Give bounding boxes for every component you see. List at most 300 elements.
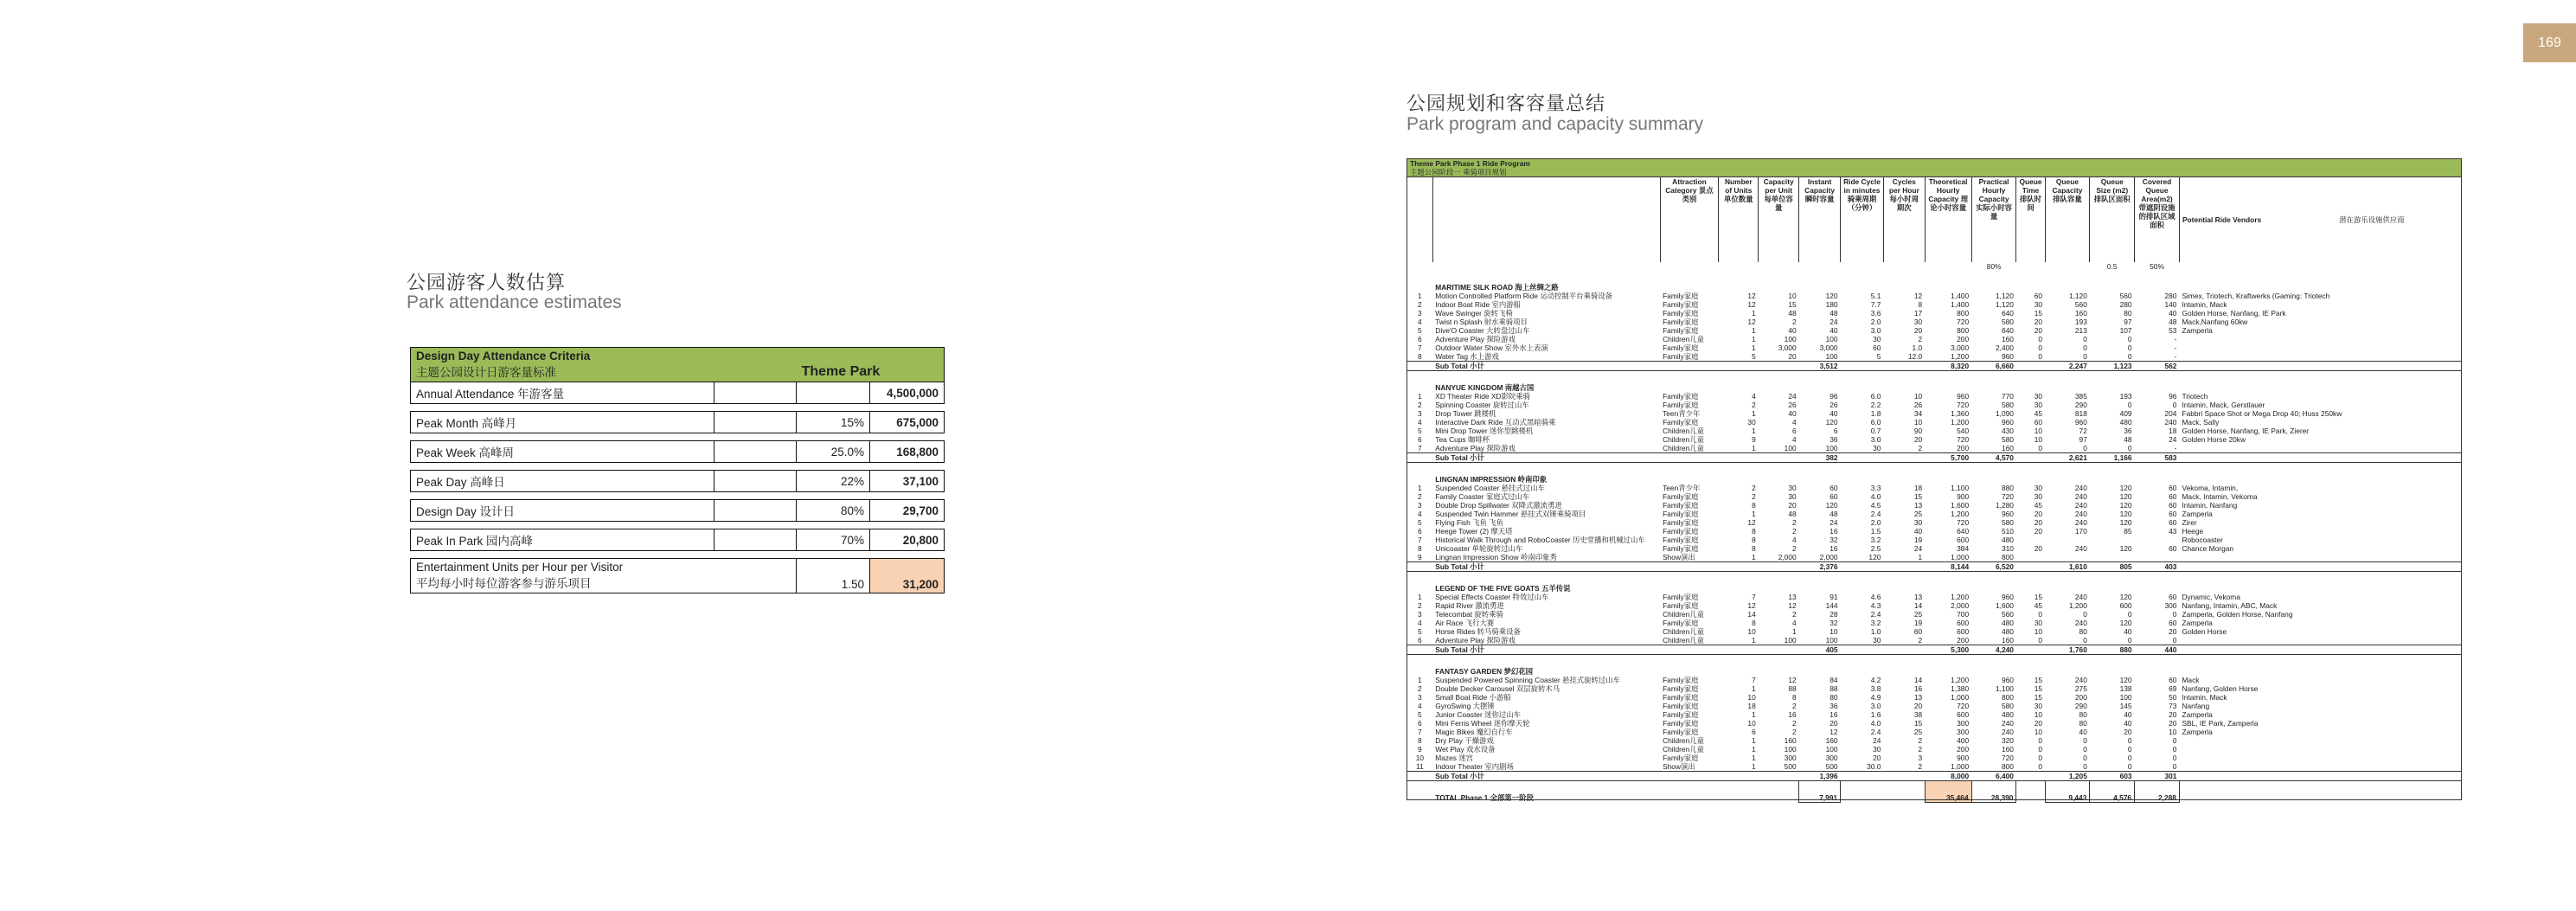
- total-prac: 28,390: [1971, 781, 2016, 803]
- ride-cell: 1: [1752, 510, 1756, 518]
- ride-cell: 16: [1788, 710, 1797, 719]
- ride-cell: 85: [2124, 527, 2132, 536]
- ride-row: [1407, 518, 2462, 527]
- ride-cell: 20: [1873, 754, 1881, 762]
- ride-cell: 10: [2034, 710, 2043, 719]
- ride-cell: Simex, Triotech, Kraftwerks (Gaming: Triotech: [2182, 292, 2330, 300]
- ride-cell: Zamperla, Golden Horse, Nanfang: [2182, 610, 2293, 619]
- attendance-row: [411, 500, 945, 522]
- subtotal-covered: 403: [2135, 562, 2180, 572]
- ride-cell: 120: [1868, 553, 1881, 561]
- ride-cell: [2179, 736, 2461, 745]
- ride-cell: 43: [2169, 527, 2177, 536]
- ride-cell: 100: [1825, 444, 1838, 452]
- ride-cell: 5.1: [1870, 292, 1881, 300]
- ride-cell: Family家庭: [1663, 754, 1699, 762]
- ride-cell: 45: [2034, 501, 2043, 510]
- ride-row: [1407, 553, 2462, 562]
- ride-cell: 240: [2074, 510, 2087, 518]
- ride-cell: 90: [1913, 427, 1923, 435]
- capacity-title-cn: 公园规划和客容量总结: [1407, 93, 1606, 114]
- subtotal-empty: [2016, 772, 2045, 781]
- ride-cell: 240: [2074, 501, 2087, 510]
- ride-row: [1407, 427, 2462, 435]
- ride-cell: 560: [2001, 610, 2014, 619]
- ride-cell: 36: [1829, 435, 1838, 444]
- ride-cell: 40: [2124, 719, 2132, 728]
- ride-cell: 4: [1418, 619, 1422, 627]
- subtotal-qcap: 1,760: [2045, 645, 2090, 655]
- ride-cell: Family家庭: [1663, 536, 1699, 544]
- queue-size-factor: 0.5: [2106, 262, 2118, 271]
- ride-cell: 818: [2074, 409, 2087, 418]
- ride-cell: Children儿童: [1663, 335, 1705, 343]
- subtotal-instant: 2,376: [1799, 562, 1841, 572]
- ride-cell: 2: [1918, 762, 1923, 771]
- ride-cell: Flying Fish 飞鱼 飞鱼: [1435, 518, 1503, 527]
- ride-cell: 2.4: [1870, 728, 1881, 736]
- ride-cell: Family家庭: [1663, 693, 1699, 702]
- ride-cell: Family家庭: [1663, 518, 1699, 527]
- ride-cell: 240: [2074, 676, 2087, 684]
- attendance-table: [410, 347, 945, 593]
- ride-cell: 720: [1957, 518, 1970, 527]
- ride-cell: 1,200: [1951, 418, 1970, 427]
- ride-cell: 100: [1784, 444, 1797, 452]
- ride-cell: 7: [1418, 444, 1422, 452]
- ride-cell: 24: [1829, 318, 1838, 326]
- ride-cell: Mack, Sally: [2182, 418, 2220, 427]
- attendance-spacer: [714, 500, 797, 522]
- subtotal-empty: [1407, 453, 1433, 463]
- ride-cell: 240: [2164, 418, 2177, 427]
- ride-cell: 40: [2124, 710, 2132, 719]
- subtotal-empty: [1407, 562, 1433, 572]
- subtotal-qsize: 603: [2090, 772, 2135, 781]
- ride-cell: 2.0: [1870, 518, 1881, 527]
- total-empty: [2016, 781, 2045, 803]
- ride-cell: [2016, 553, 2045, 562]
- ride-cell: Magic Bikes 魔幻自行车: [1435, 728, 1513, 736]
- ride-cell: 40: [2079, 728, 2087, 736]
- ride-cell: 2,000: [1778, 553, 1797, 561]
- ride-cell: 96: [2169, 392, 2177, 401]
- ride-cell: 120: [2119, 619, 2132, 627]
- ride-cell: 8: [1752, 527, 1756, 536]
- ride-cell: 1: [1418, 676, 1422, 684]
- ride-cell: [2179, 444, 2461, 453]
- ride-cell: 2: [1918, 444, 1923, 452]
- ride-cell: 880: [2001, 484, 2014, 492]
- ride-cell: Horse Rides 转马骑乘设备: [1435, 627, 1521, 636]
- ride-cell: 13: [1913, 501, 1923, 510]
- ride-cell: 20: [2034, 510, 2043, 518]
- ride-cell: [2016, 536, 2045, 544]
- ride-cell: 20: [2034, 527, 2043, 536]
- percent-cell: [2045, 262, 2090, 271]
- ride-cell: 3: [1418, 501, 1422, 510]
- ride-cell: 36: [2124, 427, 2132, 435]
- ride-cell: 7: [1752, 593, 1756, 601]
- ride-cell: 6: [1791, 427, 1797, 435]
- ride-cell: 600: [1957, 619, 1970, 627]
- ride-row: [1407, 418, 2462, 427]
- ride-row: [1407, 484, 2462, 492]
- ride-cell: 4: [1418, 702, 1422, 710]
- ride-cell: 48: [2124, 435, 2132, 444]
- ride-cell: 5: [1752, 352, 1756, 361]
- attendance-title-en: Park attendance estimates: [407, 292, 622, 312]
- ride-cell: 120: [1825, 418, 1838, 427]
- ride-cell: 0: [2083, 762, 2087, 771]
- attendance-value: 20,800: [870, 529, 945, 551]
- ride-cell: [2179, 352, 2461, 362]
- ride-cell: 2: [1418, 684, 1422, 693]
- entertainment-label-en: Entertainment Units per Hour per Visitor: [416, 561, 624, 574]
- ride-cell: Indoor Boat Ride 室内游船: [1435, 300, 1521, 309]
- ride-cell: 3: [1418, 610, 1422, 619]
- ride-cell: 20: [2124, 728, 2132, 736]
- ride-cell: 160: [1825, 736, 1838, 745]
- subtotal-qsize: 1,166: [2090, 453, 2135, 463]
- ride-cell: 200: [1957, 335, 1970, 343]
- ride-cell: 2: [1752, 401, 1756, 409]
- ride-cell: 40: [1829, 326, 1838, 335]
- ride-cell: 0: [2127, 343, 2132, 352]
- subtotal-empty: [1407, 772, 1433, 781]
- ride-cell: 3.0: [1870, 435, 1881, 444]
- ride-cell: 0: [2172, 736, 2177, 745]
- ride-cell: 60: [2169, 593, 2177, 601]
- ride-cell: 1,200: [1951, 510, 1970, 518]
- ride-cell: 0: [2172, 401, 2177, 409]
- ride-cell: Family家庭: [1663, 684, 1699, 693]
- ride-cell: 100: [1825, 636, 1838, 645]
- ride-cell: 0: [2083, 352, 2087, 361]
- ride-cell: Family家庭: [1663, 527, 1699, 536]
- subtotal-qsize: 880: [2090, 645, 2135, 655]
- ride-cell: Golden Horse: [2182, 627, 2227, 636]
- ride-cell: 144: [1825, 601, 1838, 610]
- ride-cell: 107: [2119, 326, 2132, 335]
- ride-cell: 45: [2034, 601, 2043, 610]
- ride-cell: 15: [2034, 693, 2043, 702]
- ride-cell: Wave Swinger 旋转飞椅: [1435, 309, 1513, 318]
- ride-cell: Show演出: [1663, 762, 1695, 771]
- ride-row: [1407, 676, 2462, 684]
- ride-cell: 240: [2074, 619, 2087, 627]
- ride-cell: 4: [1418, 318, 1422, 326]
- ride-cell: 20: [2169, 627, 2177, 636]
- ride-cell: -: [2174, 343, 2177, 352]
- ride-cell: 1,090: [1996, 409, 2014, 418]
- ride-cell: Family家庭: [1663, 326, 1699, 335]
- ride-cell: 300: [1957, 719, 1970, 728]
- ride-cell: 160: [2074, 309, 2087, 318]
- attendance-row: [411, 441, 945, 463]
- ride-cell: 16: [1913, 684, 1923, 693]
- ride-cell: Children儿童: [1663, 627, 1705, 636]
- ride-cell: 1,360: [1951, 409, 1970, 418]
- ride-cell: 310: [2001, 544, 2014, 553]
- percent-cell: [1407, 262, 1433, 271]
- subtotal-row: [1407, 645, 2462, 655]
- ride-cell: Family家庭: [1663, 710, 1699, 719]
- ride-cell: 960: [2074, 418, 2087, 427]
- ride-row: [1407, 736, 2462, 745]
- ride-cell: 20: [2169, 710, 2177, 719]
- ride-cell: Family家庭: [1663, 501, 1699, 510]
- ride-row: [1407, 435, 2462, 444]
- subtotal-empty: [1660, 772, 1719, 781]
- ride-cell: 2: [1752, 484, 1756, 492]
- subtotal-covered: 583: [2135, 453, 2180, 463]
- section-spacer: [1407, 271, 1433, 292]
- ride-cell: Telecombat 旋转乘骑: [1435, 610, 1503, 619]
- ride-cell: 0: [2127, 745, 2132, 754]
- ride-cell: 19: [1913, 619, 1923, 627]
- ride-cell: 4: [1791, 536, 1797, 544]
- capacity-percent-row: [1407, 262, 2462, 271]
- ride-cell: Dry Play 干燥游戏: [1435, 736, 1494, 745]
- ride-cell: 2: [1418, 401, 1422, 409]
- ride-cell: Nanfang, Golden Horse: [2182, 684, 2259, 693]
- ride-cell: 60: [1829, 484, 1838, 492]
- ride-cell: 204: [2164, 409, 2177, 418]
- ride-row: [1407, 619, 2462, 627]
- ride-cell: 720: [1957, 435, 1970, 444]
- ride-cell: 60: [2034, 418, 2043, 427]
- ride-cell: Indoor Theater 室内剧场: [1435, 762, 1514, 771]
- ride-cell: Family家庭: [1663, 619, 1699, 627]
- ride-cell: 100: [2119, 693, 2132, 702]
- ride-cell: 0: [2083, 736, 2087, 745]
- ride-cell: 900: [1957, 492, 1970, 501]
- ride-cell: 1,200: [2068, 601, 2087, 610]
- header-name: [1432, 177, 1660, 263]
- ride-cell: 120: [2119, 593, 2132, 601]
- ride-cell: 32: [1829, 536, 1838, 544]
- ride-row: [1407, 300, 2462, 309]
- ride-cell: Intamin, Mack: [2182, 300, 2227, 309]
- ride-cell: SBL, IE Park, Zamperla: [2182, 719, 2259, 728]
- ride-cell: 3.2: [1870, 536, 1881, 544]
- total-empty: [1719, 781, 1759, 803]
- ride-cell: 16: [1829, 544, 1838, 553]
- ride-cell: 510: [2001, 527, 2014, 536]
- subtotal-empty: [1660, 453, 1719, 463]
- ride-cell: 240: [2074, 593, 2087, 601]
- ride-cell: 560: [2074, 300, 2087, 309]
- ride-cell: 8: [1418, 544, 1422, 553]
- ride-cell: 1,100: [1996, 684, 2014, 693]
- ride-cell: 26: [1913, 401, 1923, 409]
- attendance-label: Design Day 设计日: [411, 500, 714, 522]
- entertainment-label-cn: 平均每小时每位游客参与游乐项目: [416, 577, 592, 590]
- ride-cell: Spinning Coaster 旋转过山车: [1435, 401, 1529, 409]
- ride-cell: 7: [1418, 728, 1422, 736]
- ride-cell: Children儿童: [1663, 427, 1705, 435]
- ride-cell: 20: [1913, 702, 1923, 710]
- attendance-label: Peak In Park 园内高峰: [411, 529, 714, 551]
- ride-cell: 2: [1791, 702, 1797, 710]
- ride-cell: -: [2174, 352, 2177, 361]
- ride-row: [1407, 693, 2462, 702]
- ride-cell: 3: [1918, 754, 1923, 762]
- subtotal-empty: [2179, 772, 2461, 781]
- ride-cell: 0: [2172, 762, 2177, 771]
- ride-cell: Family家庭: [1663, 676, 1699, 684]
- ride-cell: Interactive Dark Ride 互动式黑暗骑乘: [1435, 418, 1556, 427]
- percent-cell: [1759, 262, 1799, 271]
- ride-cell: 960: [2001, 418, 2014, 427]
- subtotal-instant: 1,396: [1799, 772, 1841, 781]
- ride-cell: 10: [2034, 427, 2043, 435]
- column-header: Queue Size (m2) 排队区面积: [2090, 177, 2135, 263]
- ride-cell: 770: [2001, 392, 2014, 401]
- attendance-value: 675,000: [870, 412, 945, 433]
- ride-cell: 10: [1788, 292, 1797, 300]
- ride-cell: 0: [2127, 754, 2132, 762]
- ride-cell: 720: [1957, 401, 1970, 409]
- ride-cell: 10: [1747, 627, 1756, 636]
- ride-cell: 200: [1957, 745, 1970, 754]
- ride-cell: Dynamic, Vekoma: [2182, 593, 2240, 601]
- total-empty: [1759, 781, 1799, 803]
- ride-cell: 28: [1829, 610, 1838, 619]
- ride-cell: 60: [2169, 501, 2177, 510]
- ride-cell: Family家庭: [1663, 544, 1699, 553]
- total-empty: [1407, 781, 1433, 803]
- ride-cell: 60: [2169, 518, 2177, 527]
- total-covered: 2,288: [2135, 781, 2180, 803]
- ride-cell: 80: [2079, 627, 2087, 636]
- ride-cell: 15: [2034, 684, 2043, 693]
- ride-cell: 640: [1957, 527, 1970, 536]
- ride-cell: 1: [1752, 335, 1756, 343]
- ride-cell: Suspended Twin Hammer 悬挂式双锤乘骑项目: [1435, 510, 1586, 518]
- ride-cell: 24: [2169, 435, 2177, 444]
- ride-cell: 12.0: [1907, 352, 1923, 361]
- attendance-value: 37,100: [870, 471, 945, 492]
- ride-cell: 1: [1418, 392, 1422, 401]
- ride-cell: 0: [2127, 401, 2132, 409]
- ride-row: [1407, 510, 2462, 518]
- vendor-header-en: Potential Ride Vendors: [2182, 215, 2262, 224]
- ride-cell: 30: [1913, 518, 1923, 527]
- subtotal-empty: [2016, 645, 2045, 655]
- total-row: [1407, 781, 2462, 803]
- ride-cell: Family Coaster 家庭式过山车: [1435, 492, 1530, 501]
- ride-cell: Wet Play 戏水设备: [1435, 745, 1496, 754]
- ride-cell: 0: [2038, 754, 2043, 762]
- ride-cell: -: [2174, 335, 2177, 343]
- ride-cell: 14: [1913, 676, 1923, 684]
- ride-cell: 18: [1747, 702, 1756, 710]
- subtotal-empty: [1759, 362, 1799, 371]
- ride-cell: 20: [1788, 352, 1797, 361]
- ride-cell: 60: [2169, 619, 2177, 627]
- ride-cell: 19: [1913, 536, 1923, 544]
- attendance-percent: 80%: [797, 500, 870, 522]
- ride-cell: 34: [1913, 409, 1923, 418]
- ride-cell: Intamin, Nanfang: [2182, 501, 2238, 510]
- ride-cell: 3.2: [1870, 619, 1881, 627]
- ride-cell: 120: [2119, 676, 2132, 684]
- ride-cell: 2: [1791, 728, 1797, 736]
- ride-cell: 84: [1829, 676, 1838, 684]
- ride-row: [1407, 710, 2462, 719]
- ride-cell: 2.4: [1870, 610, 1881, 619]
- ride-cell: 120: [2119, 484, 2132, 492]
- subtotal-label: Sub Total 小计: [1432, 562, 1660, 572]
- ride-cell: -: [2174, 444, 2177, 452]
- ride-cell: 160: [2001, 335, 2014, 343]
- ride-cell: 40: [1788, 409, 1797, 418]
- attendance-value: 29,700: [870, 500, 945, 522]
- ride-cell: 40: [1788, 326, 1797, 335]
- ride-cell: 2: [1791, 544, 1797, 553]
- ride-cell: 10: [1913, 392, 1923, 401]
- ride-cell: 80: [2124, 309, 2132, 318]
- ride-row: [1407, 318, 2462, 326]
- ride-cell: 30: [1873, 636, 1881, 645]
- ride-cell: Golden Horse, Nanfang, IE Park, Zierer: [2182, 427, 2310, 435]
- section-name: LEGEND OF THE FIVE GOATS 五羊传说: [1435, 584, 1571, 593]
- ride-cell: 12: [1788, 601, 1797, 610]
- subtotal-empty: [1660, 645, 1719, 655]
- ride-row: [1407, 684, 2462, 693]
- column-header: Queue Time 排队时间: [2016, 177, 2045, 263]
- ride-cell: 15: [1913, 719, 1923, 728]
- ride-cell: 60: [2169, 492, 2177, 501]
- ride-cell: 240: [2074, 544, 2087, 553]
- ride-cell: 1: [1752, 553, 1756, 561]
- ride-cell: Golden Horse, Nanfang, IE Park: [2182, 309, 2286, 318]
- total-empty: [1660, 781, 1719, 803]
- ride-cell: 60: [2169, 544, 2177, 553]
- ride-cell: 4.6: [1870, 593, 1881, 601]
- ride-cell: 2: [1791, 610, 1797, 619]
- ride-cell: 193: [2119, 392, 2132, 401]
- ride-cell: 18: [2169, 427, 2177, 435]
- ride-cell: 1: [1752, 409, 1756, 418]
- attendance-header-en: Design Day Attendance Criteria: [416, 350, 591, 362]
- ride-cell: 16: [1829, 527, 1838, 536]
- ride-cell: 1: [1418, 593, 1422, 601]
- ride-cell: 1,000: [1951, 762, 1970, 771]
- capacity-table-title: Theme Park Phase 1 Ride Program: [1410, 159, 1530, 168]
- ride-cell: 2,000: [1951, 601, 1970, 610]
- capacity-table-title-cn: 主题公园阶段一 乘骑项目规划: [1410, 168, 1507, 176]
- ride-cell: 97: [2079, 435, 2087, 444]
- ride-cell: 20: [2169, 719, 2177, 728]
- ride-cell: 5: [1418, 326, 1422, 335]
- ride-cell: 48: [1788, 510, 1797, 518]
- ride-cell: 60: [2169, 510, 2177, 518]
- ride-cell: Family家庭: [1663, 492, 1699, 501]
- ride-cell: [2179, 745, 2461, 754]
- ride-cell: 60: [2169, 676, 2177, 684]
- ride-cell: 1: [1752, 736, 1756, 745]
- ride-cell: 1: [1752, 745, 1756, 754]
- ride-cell: 100: [1784, 335, 1797, 343]
- ride-row: [1407, 352, 2462, 362]
- ride-cell: 170: [2074, 527, 2087, 536]
- ride-cell: 0: [2083, 335, 2087, 343]
- subtotal-prac: 4,570: [1971, 453, 2016, 463]
- ride-cell: 16: [1829, 710, 1838, 719]
